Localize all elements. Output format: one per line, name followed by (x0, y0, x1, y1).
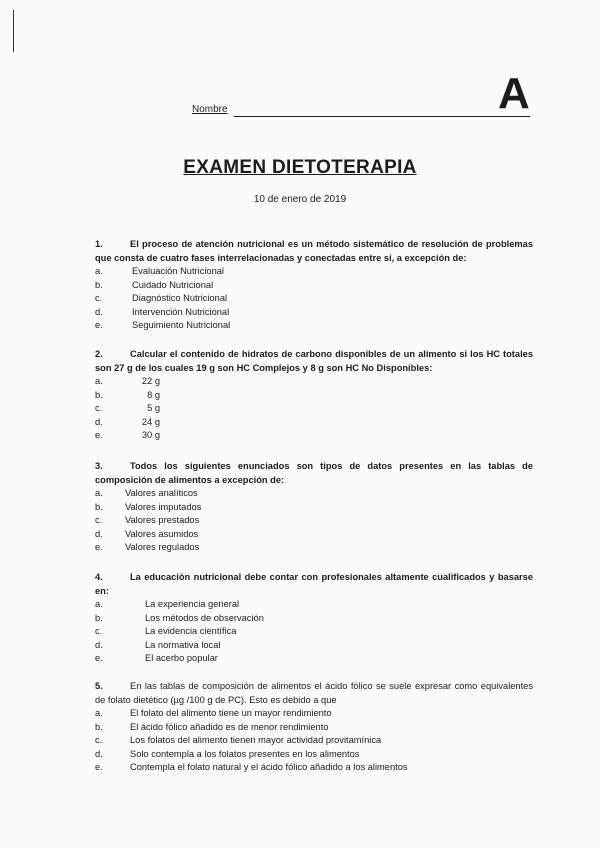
question-body: Calcular el contenido de hidratos de carbono disponibles de un alimento si los HC totales son 27 g de los cuales 19 g son HC Complejos y 8 g son HC No Disponibles: (95, 349, 533, 373)
option-text: 24 g (141, 416, 160, 427)
option-text: 30 g (141, 430, 160, 440)
option-b (95, 279, 533, 293)
option-text: Valores regulados (125, 542, 200, 552)
question-text (95, 571, 533, 598)
option-letter: e. (95, 542, 103, 552)
option-text: El ácido fólico añadido es de menor rendimiento (130, 721, 329, 732)
option-text: El folato del alimento tiene un mayor rendimiento (130, 708, 332, 718)
option-e (95, 652, 533, 666)
option-text: Valores asumidos (125, 528, 199, 539)
option-letter: b. (95, 501, 103, 512)
question-text (95, 460, 533, 487)
option-text: La experiencia general (145, 599, 240, 609)
option-text: Diagnóstico Nutricional (132, 293, 228, 303)
option-letter: d. (95, 528, 103, 539)
question-number: 1. (95, 239, 103, 249)
option-a (95, 265, 533, 279)
name-label: Nombre (192, 104, 228, 115)
option-b (95, 612, 533, 626)
option-a (95, 598, 533, 612)
exam-version-letter: A (498, 69, 530, 118)
option-c (95, 514, 533, 528)
option-letter: e. (95, 762, 103, 772)
page-title: EXAMEN DIETOTERAPIA (183, 157, 417, 178)
question-text (95, 348, 533, 375)
question-4 (95, 571, 533, 666)
option-letter: a. (95, 376, 103, 386)
option-b (95, 721, 533, 735)
option-a (95, 375, 533, 389)
option-a (95, 707, 533, 721)
question-5 (95, 680, 533, 775)
question-1 (95, 238, 533, 333)
question-body: El proceso de atención nutricional es un método sistemático de resolución de problemas que consta de cuatro fases interrelacionadas y conectadas entre sí, a excepción de: (95, 239, 533, 263)
option-text: Valores imputados (125, 501, 202, 512)
option-letter: d. (95, 748, 103, 759)
option-d (95, 748, 533, 762)
question-text (95, 680, 533, 707)
name-field (192, 100, 532, 120)
option-text: Solo contempla a los folatos presentes en los alimentos (130, 748, 360, 759)
option-d (95, 528, 533, 542)
option-c (95, 625, 533, 639)
option-letter: b. (95, 721, 103, 732)
name-blank-line (234, 116, 530, 117)
exam-date: 10 de enero de 2019 (253, 194, 347, 205)
option-text: 5 g (147, 403, 160, 413)
option-text: Los folatos del alimento tienen mayor actividad provitamínica (130, 735, 382, 745)
option-letter: e. (95, 430, 103, 440)
question-text (95, 238, 533, 265)
option-letter: a. (95, 708, 103, 718)
option-text: Valores analíticos (125, 488, 198, 498)
option-d (95, 639, 533, 653)
option-letter: e. (95, 653, 103, 663)
option-letter: c. (95, 515, 103, 525)
option-text: 22 g (141, 376, 160, 386)
option-text: Intervención Nutricional (132, 306, 230, 317)
option-letter: b. (95, 389, 103, 400)
option-text: Contempla el folato natural y el ácido fólico añadido a los alimentos (130, 762, 408, 772)
option-letter: c. (95, 403, 103, 413)
option-c (95, 292, 533, 306)
option-letter: b. (95, 279, 103, 290)
option-d (95, 306, 533, 320)
question-number: 3. (95, 461, 103, 471)
question-body: La educación nutricional debe contar con profesionales altamente cualificados y basarse en: (95, 572, 533, 596)
option-e (95, 541, 533, 555)
question-number: 2. (95, 349, 103, 359)
option-e (95, 429, 533, 443)
option-c (95, 734, 533, 748)
option-letter: d. (95, 306, 103, 317)
option-letter: c. (95, 735, 103, 745)
question-3 (95, 460, 533, 555)
option-letter: d. (95, 416, 103, 427)
option-b (95, 501, 533, 515)
question-number: 4. (95, 572, 103, 582)
option-letter: a. (95, 599, 103, 609)
option-letter: c. (95, 293, 103, 303)
option-a (95, 487, 533, 501)
option-d (95, 416, 533, 430)
option-text: Seguimiento Nutricional (132, 320, 231, 330)
option-letter: a. (95, 488, 103, 498)
option-text: El acerbo popular (145, 653, 218, 663)
option-c (95, 402, 533, 416)
margin-mark (13, 10, 14, 52)
option-letter: b. (95, 612, 103, 623)
option-text: La evidencia científica (145, 626, 237, 636)
question-2 (95, 348, 533, 443)
option-e (95, 761, 533, 775)
option-letter: c. (95, 626, 103, 636)
option-letter: d. (95, 639, 103, 650)
option-text: Evaluación Nutricional (132, 266, 224, 276)
option-letter: e. (95, 320, 103, 330)
option-text: 8 g (147, 389, 160, 400)
option-letter: a. (95, 266, 103, 276)
option-e (95, 319, 533, 333)
question-number: 5. (95, 681, 103, 691)
question-body: Todos los siguientes enunciados son tipos de datos presentes en las tablas de composición de alimentos a excepción de: (95, 461, 533, 485)
question-body: En las tablas de composición de alimentos el ácido fólico se suele expresar como equivalentes de folato dietético (µg /100 g de PC). Esto es debido a que (95, 681, 533, 705)
option-text: Los métodos de observación (145, 612, 264, 623)
option-text: La normativa local (145, 639, 221, 650)
option-b (95, 389, 533, 403)
option-text: Cuidado Nutricional (132, 279, 214, 290)
option-text: Valores prestados (125, 515, 200, 525)
